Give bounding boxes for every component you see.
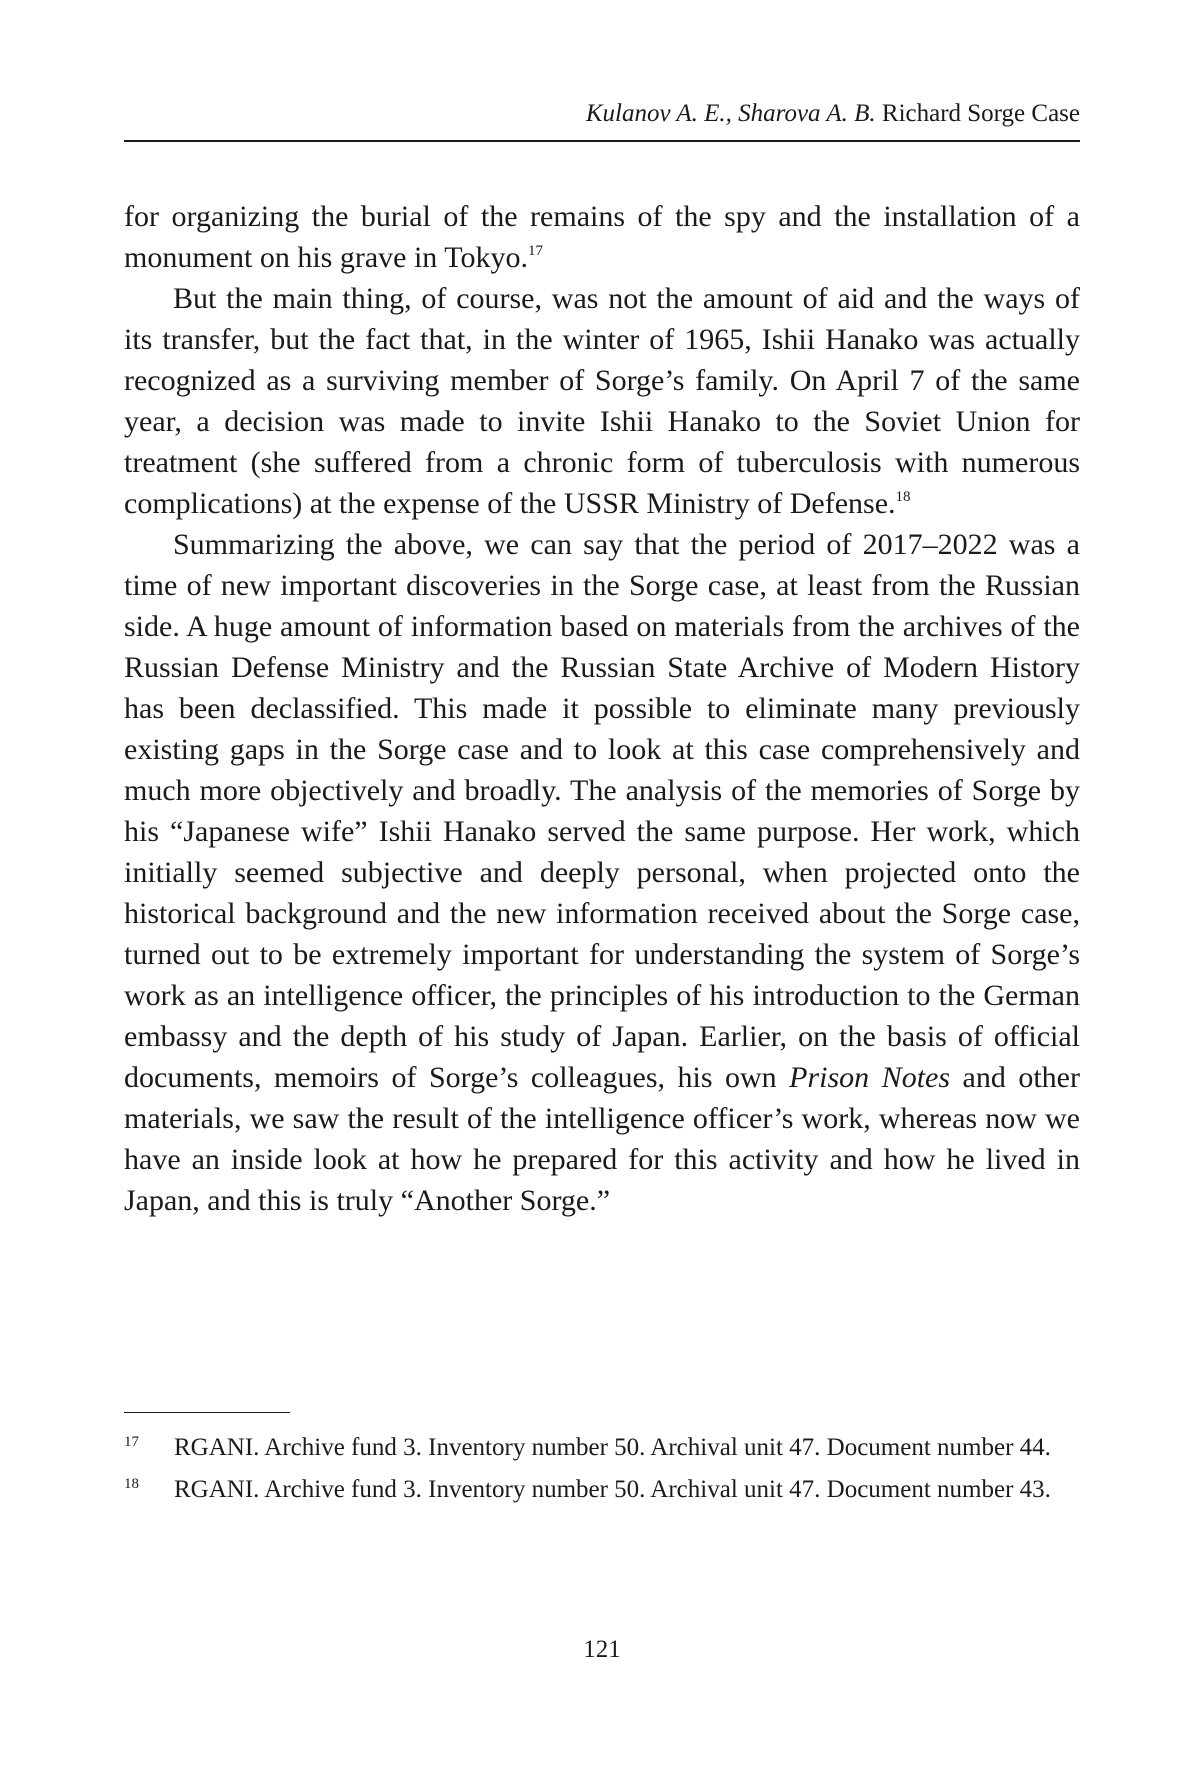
footnote-ref-17: 17 — [527, 243, 543, 259]
footnote-18 — [124, 1470, 1080, 1510]
footnote-number: 17 — [124, 1434, 139, 1450]
paragraph-3-text-b: and other materials, we saw the result of the intelligence officer’s work, whereas now we have an inside look at how he prepared for this activity and how he lived in Japan, and this is truly “Another Sorge.” — [124, 1061, 1080, 1217]
paragraph-1 — [124, 196, 1080, 278]
footnote-number: 18 — [124, 1476, 139, 1492]
main-text — [124, 196, 1080, 1221]
paragraph-3 — [124, 524, 1080, 1221]
footnote-17 — [124, 1428, 1080, 1468]
book-page — [124, 0, 1080, 1780]
paragraph-2-text: But the main thing, of course, was not the amount of aid and the ways of its transfer, but the fact that, in the winter of 1965, Ishii Hanako was actually recognized as a surviving member of Sorge’s family. On April 7 of the same year, a decision was made to invite Ishii Hanako to the Soviet Union for treatment (she suffered from a chronic form of tuberculosis with numerous complications) at the expense of the USSR Ministry of Defense. — [124, 282, 1080, 520]
paragraph-1-text: for organizing the burial of the remains of the spy and the installation of a monument on his grave in Tokyo. — [124, 200, 1080, 274]
footnote-text: RGANI. Archive fund 3. Inventory number 50. Archival unit 47. Document number 43. — [174, 1476, 1051, 1503]
paragraph-2 — [124, 278, 1080, 524]
running-header — [124, 98, 1080, 130]
paragraph-3-text-a: Summarizing the above, we can say that the period of 2017–2022 was a time of new important discoveries in the Sorge case, at least from the Russian side. A huge amount of information based on materials from the archives of the Russian Defense Ministry and the Russian State Archive of Modern History has been declassified. This made it possible to eliminate many previously existing gaps in the Sorge case and to look at this case comprehensively and much more objectively and broadly. The analysis of the memories of Sorge by his “Japanese wife” Ishii Hanako served the same purpose. Her work, which initially seemed subjective and deeply personal, when projected onto the historical background and the new information received about the Sorge case, turned out to be extremely important for understanding the system of Sorge’s work as an intelligence officer, the principles of his introduction to the German embassy and the depth of his study of Japan. Earlier, on the basis of official documents, memoirs of Sorge’s colleagues, his own — [124, 528, 1080, 1094]
footnote-text: RGANI. Archive fund 3. Inventory number 50. Archival unit 47. Document number 44. — [174, 1434, 1051, 1461]
header-authors: Kulanov A. E., Sharova A. B. — [585, 100, 876, 127]
footnotes — [124, 1428, 1080, 1512]
book-title-prison-notes: Prison Notes — [789, 1061, 951, 1094]
page-number: 121 — [583, 1636, 621, 1663]
footnote-separator — [124, 1412, 290, 1413]
header-title: Richard Sorge Case — [881, 100, 1080, 127]
footnote-ref-18: 18 — [895, 489, 911, 505]
header-rule — [124, 140, 1080, 142]
